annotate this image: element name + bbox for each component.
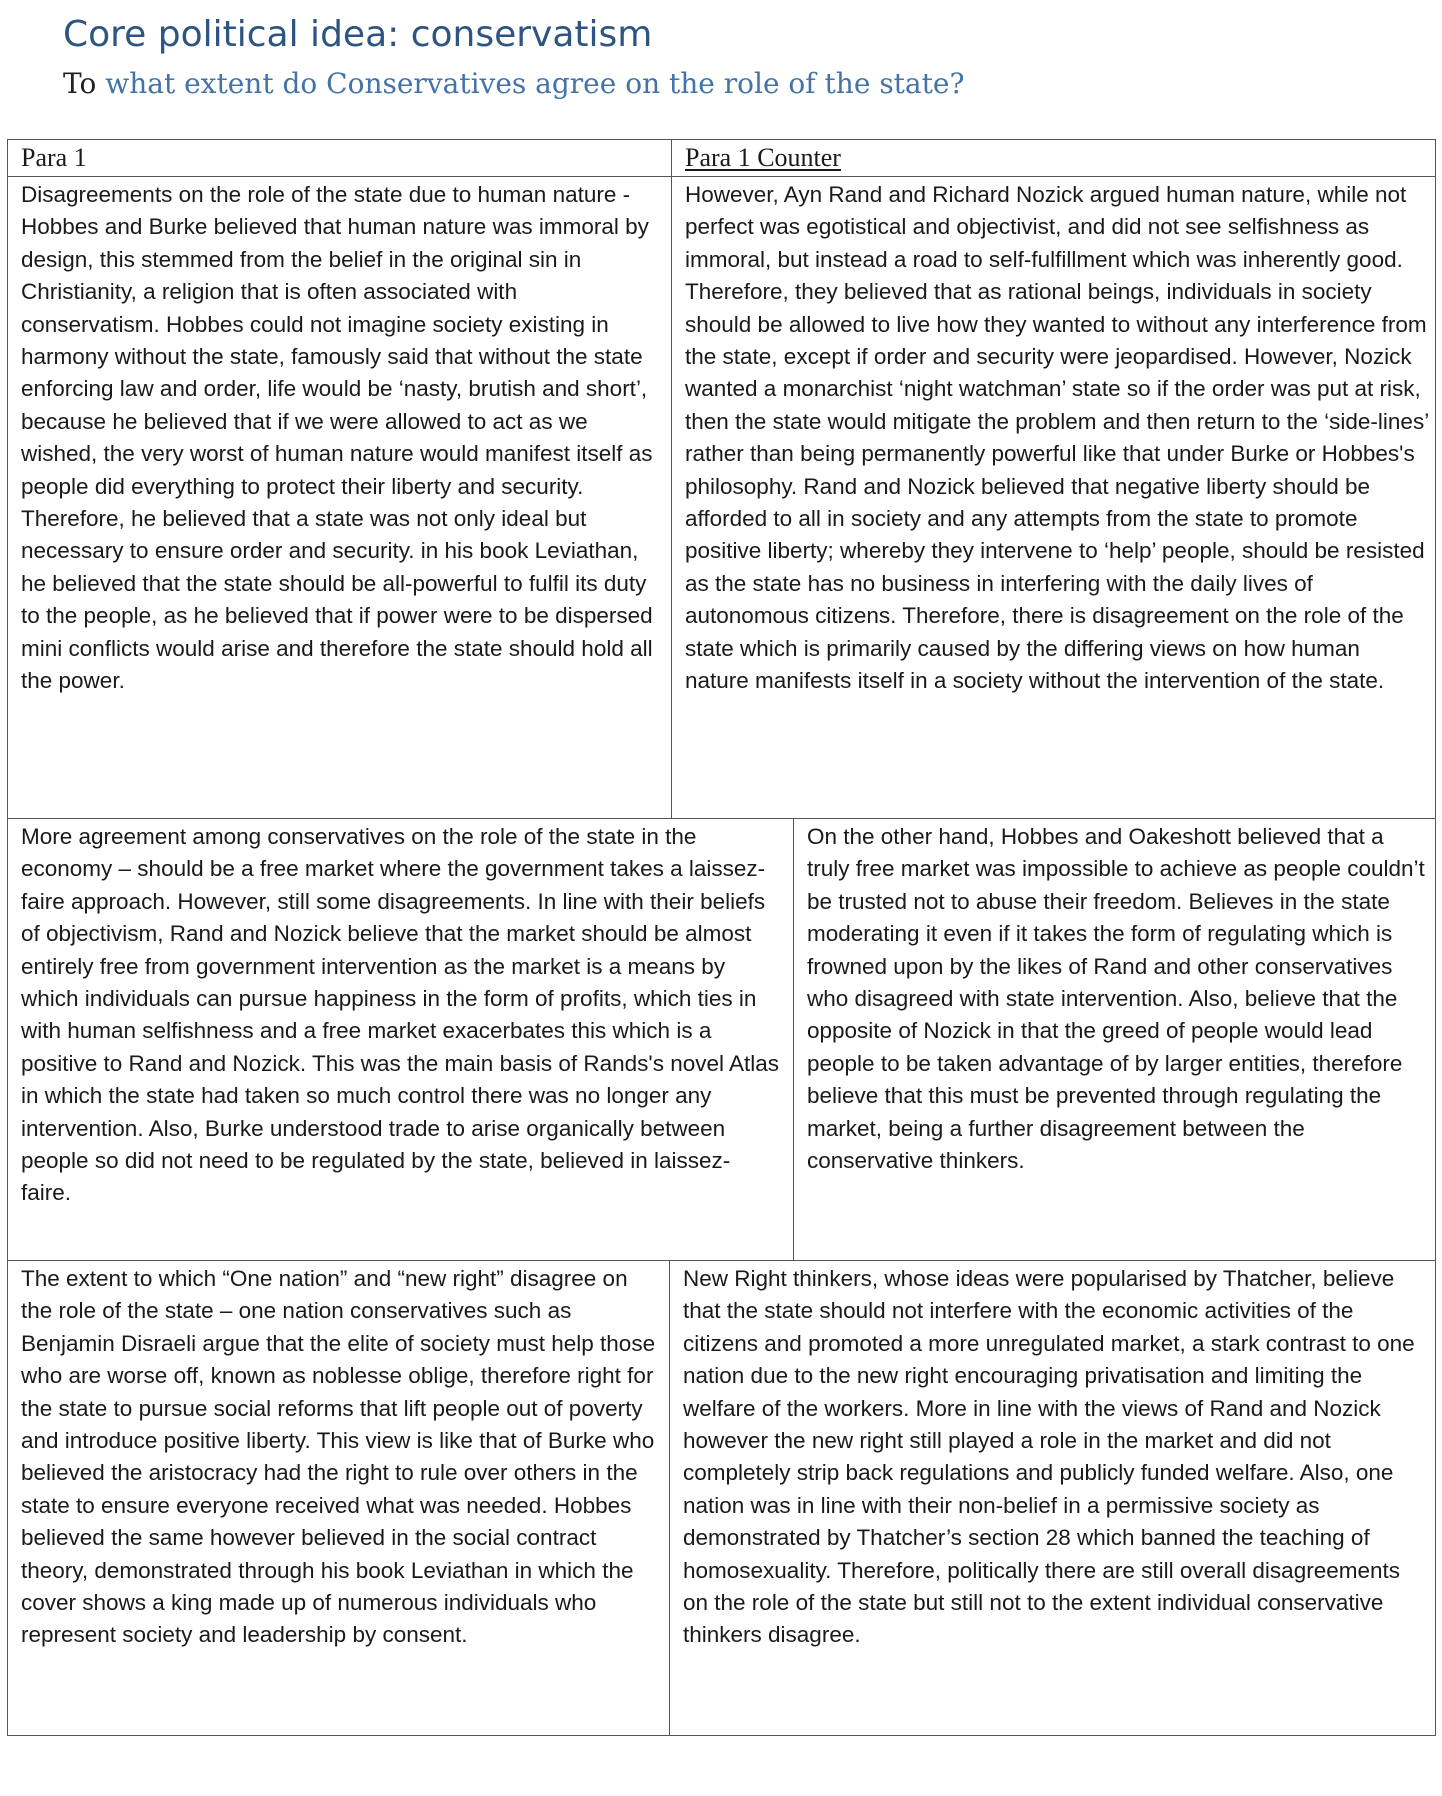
header-underlined-label: Para 1 Counter — [685, 143, 841, 172]
cell-para2-counter-hobbes-oakeshott: On the other hand, Hobbes and Oakeshott believed that a truly free market was impossible to achieve as people couldn’t be trusted not to abuse their freedom. Believes in the state moderating it even if it takes the form of regulating which is frowned upon by the likes of Rand and other conservatives who disagreed with state intervention. Also, believe that the opposite of Nozick in that the greed of people would lead people to be taken advantage of by larger entities, therefore believe that this must be prevented through regulating the market, being a further disagreement between the conservative thinkers. — [807, 824, 1425, 1174]
cell-para2-economy: More agreement among conservatives on the role of the state in the economy – should be a free market where the government takes a laissez-faire approach. However, still some disagreements. In line with their beliefs of objectivism, Rand and Nozick believe that the market should be almost entirely free from government intervention as the market is a means by which individuals can pursue happiness in the form of profits, which ties in with human selfishness and a free market exacerbates this which is a positive to Rand and Nozick. This was the main basis of Rands's novel Atlas in which the state had taken so much control there was no longer any intervention. Also, Burke understood trade to arise organically between people so did not need to be regulated by the state, believed in laissez-faire. — [21, 824, 780, 1206]
table-header-para1: Para 1 — [21, 143, 87, 172]
subtitle-lead: To — [63, 67, 106, 100]
cell-para3-counter-new-right: New Right thinkers, whose ideas were popularised by Thatcher, believe that the state should not interfere with the economic activities of the citizens and promoted a more unregulated market, a stark contrast to one nation due to the new right encouraging privatisation and limiting the welfare of the workers. More in line with the views of Rand and Nozick however the new right still played a role in the market and did not completely strip back regulations and publicly funded welfare. Also, one nation was in line with their non-belief in a permissive society as demonstrated by Thatcher’s section 28 which banned the teaching of homosexuality. Therefore, politically there are still overall disagreements on the role of the state but still not to the extent individual conservative thinkers disagree. — [683, 1266, 1415, 1648]
table-header-para1-counter — [672, 139, 1434, 176]
document-subtitle — [63, 62, 964, 106]
document-title: Core political idea: conservatism — [63, 14, 653, 55]
cell-para1-counter-rand-nozick: However, Ayn Rand and Richard Nozick argued human nature, while not perfect was egotistical and objectivist, and did not see selfishness as immoral, but instead a road to self-fulfillment which was inherently good. Therefore, they believed that as rational beings, individuals in society should be allowed to live how they wanted to without any interference from the state, except if order and security were jeopardised. However, Nozick wanted a monarchist ‘night watchman’ state so if the order was put at risk, then the state would mitigate the problem and then return to the ‘side-lines’ rather than being permanently powerful like that under Burke or Hobbes's philosophy. Rand and Nozick believed that negative liberty should be afforded to all in society and any attempts from the state to promote positive liberty; whereby they intervene to ‘help’ people, should be resisted as the state has no business in interfering with the daily lives of autonomous citizens. Therefore, there is disagreement on the role of the state which is primarily caused by the differing views on how human nature manifests itself in a society without the intervention of the state. — [685, 182, 1429, 694]
subtitle-question: what extent do Conservatives agree on the role of the state? — [105, 67, 965, 100]
cell-para1-human-nature: Disagreements on the role of the state due to human nature - Hobbes and Burke believed that human nature was immoral by design, this stemmed from the belief in the original sin in Christianity, a religion that is often associated with conservatism. Hobbes could not imagine society existing in harmony without the state, famously said that without the state enforcing law and order, life would be ‘nasty, brutish and short’, because he believed that if we were allowed to act as we wished, the very worst of human nature would manifest itself as people did everything to protect their liberty and security. Therefore, he believed that a state was not only ideal but necessary to ensure order and security. in his book Leviathan, he believed that the state should be all-powerful to fulfil its duty to the people, as he believed that if power were to be dispersed mini conflicts would arise and therefore the state should hold all the power. — [21, 182, 653, 694]
cell-para3-one-nation: The extent to which “One nation” and “new right” disagree on the role of the state – one nation conservatives such as Benjamin Disraeli argue that the elite of society must help those who are worse off, known as noblesse oblige, therefore right for the state to pursue social reforms that lift people out of poverty and introduce positive liberty. This view is like that of Burke who believed the aristocracy had the right to rule over others in the state to ensure everyone received what was needed. Hobbes believed the same however believed in the social contract theory, demonstrated through his book Leviathan in which the cover shows a king made up of numerous individuals who represent society and leadership by consent. — [21, 1266, 656, 1648]
